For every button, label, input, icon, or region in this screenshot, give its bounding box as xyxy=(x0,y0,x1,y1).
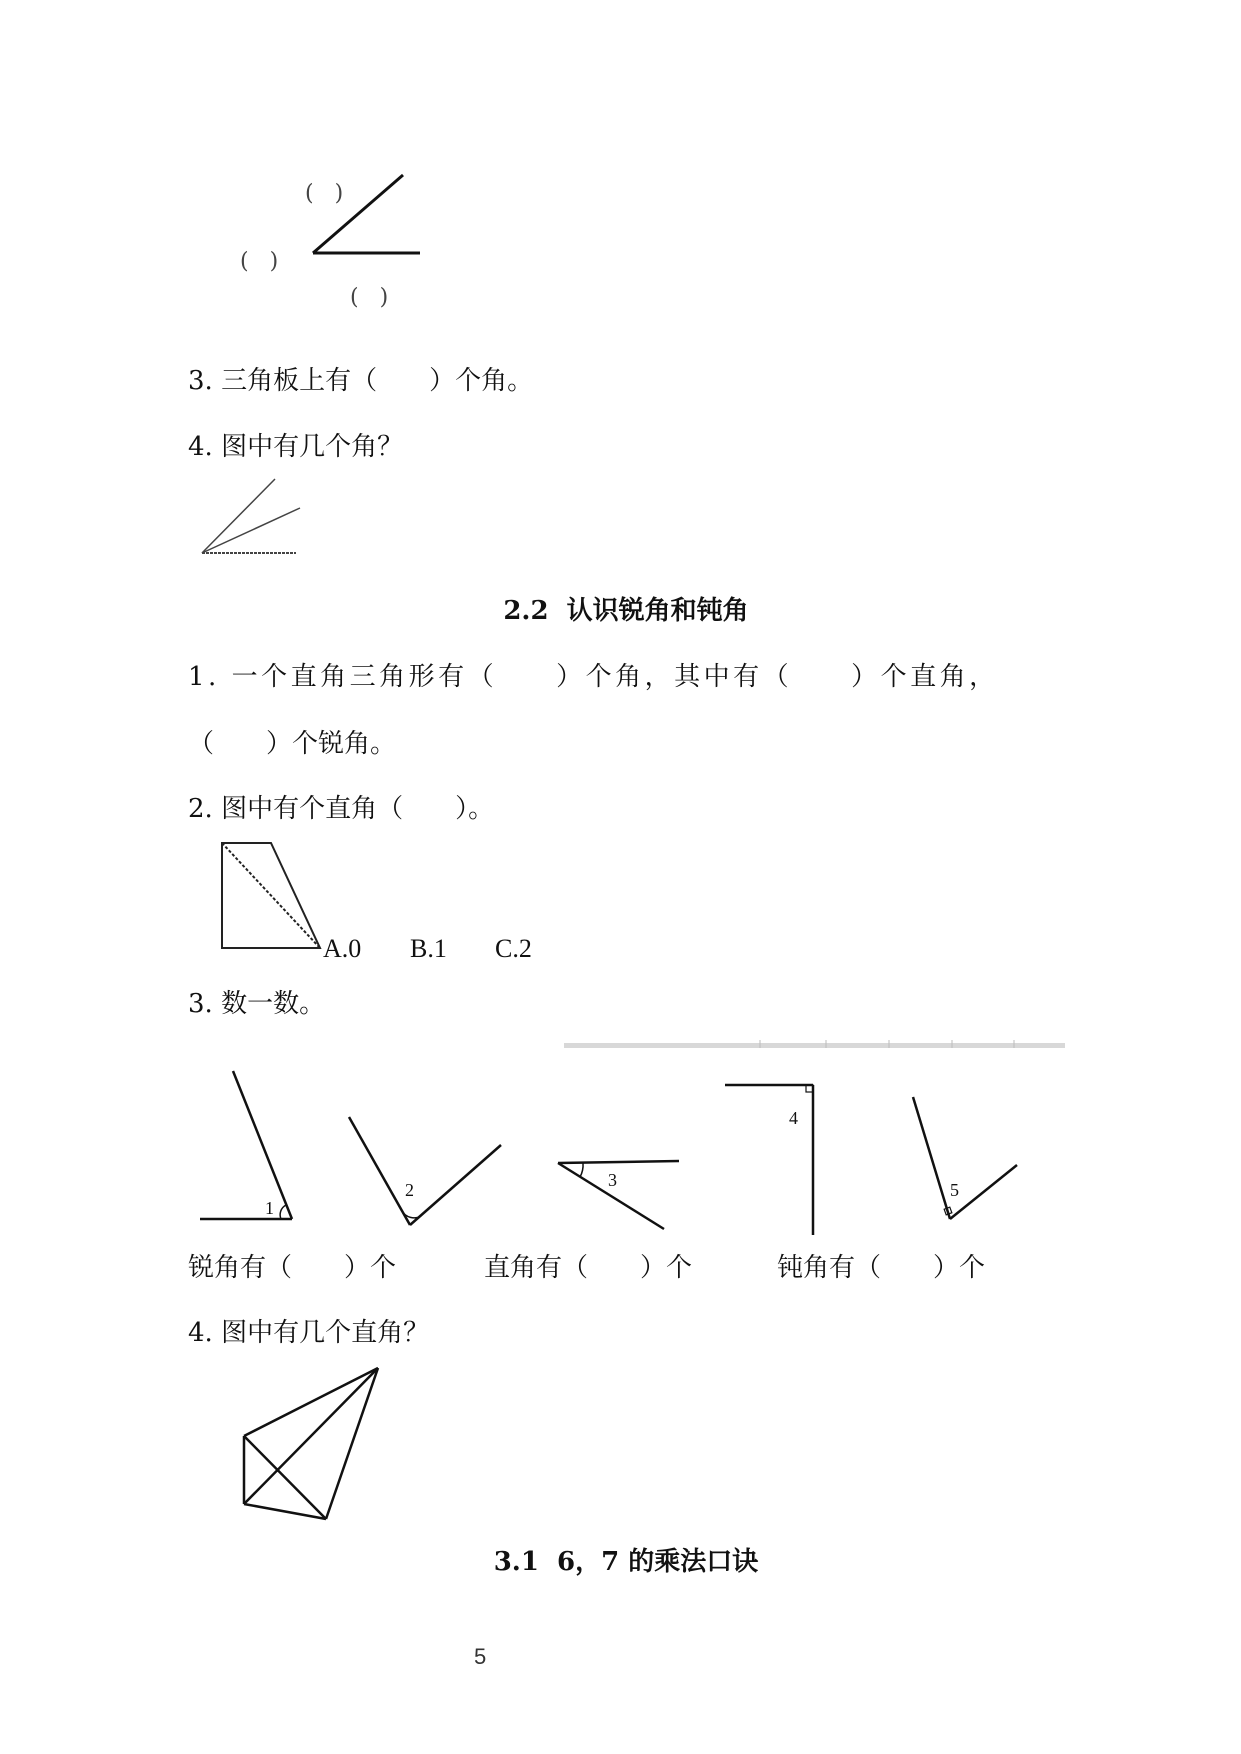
paren-top: ( ) xyxy=(305,181,344,206)
question-4-count-angles: 4. 图中有几个角？ xyxy=(188,432,404,462)
ray-angle-figure xyxy=(202,479,300,553)
answer-acute: 锐角有（ ）个 xyxy=(188,1253,397,1283)
angle-label-2: 2 xyxy=(405,1180,414,1200)
question-2-right-angles: 2. 图中有个直角（ ）。 xyxy=(188,794,495,824)
answer-obtuse: 钝角有（ ）个 xyxy=(777,1253,986,1283)
ruler-line xyxy=(564,1040,1065,1048)
answer-right: 直角有（ ）个 xyxy=(484,1253,693,1283)
angle-label-1: 1 xyxy=(265,1198,274,1218)
angle-label-4: 4 xyxy=(789,1108,798,1128)
paren-bottom: ( ) xyxy=(350,285,389,310)
option-a: A.0 xyxy=(323,934,362,963)
page-number: 5 xyxy=(474,1644,487,1669)
paren-left: ( ) xyxy=(240,249,279,274)
angle-2 xyxy=(349,1117,501,1225)
trapezoid-figure xyxy=(222,843,320,948)
question-4-right-angles: 4. 图中有几个直角？ xyxy=(188,1318,430,1348)
question-3-triangle-ruler: 3. 三角板上有（ ）个角。 xyxy=(188,366,534,396)
angle-4 xyxy=(725,1085,813,1235)
section-heading-2-2: 2.2 认识锐角和钝角 xyxy=(503,596,749,626)
section-heading-3-1: 3.1 6，7 的乘法口诀 xyxy=(493,1547,759,1577)
question-3-count: 3. 数一数。 xyxy=(188,989,326,1019)
question-1-line-2: （ ）个锐角。 xyxy=(188,729,397,759)
angle-5 xyxy=(913,1097,1017,1219)
question-1-line-1: 1. 一个直角三角形有（ ）个角，其中有（ ）个直角， xyxy=(188,662,999,692)
angle-3 xyxy=(558,1161,679,1229)
option-c: C.2 xyxy=(495,934,532,963)
angle-1 xyxy=(200,1071,292,1219)
option-b: B.1 xyxy=(410,934,447,963)
angle-label-5: 5 xyxy=(950,1180,959,1200)
kite-figure xyxy=(244,1368,378,1519)
angle-label-3: 3 xyxy=(608,1170,617,1190)
